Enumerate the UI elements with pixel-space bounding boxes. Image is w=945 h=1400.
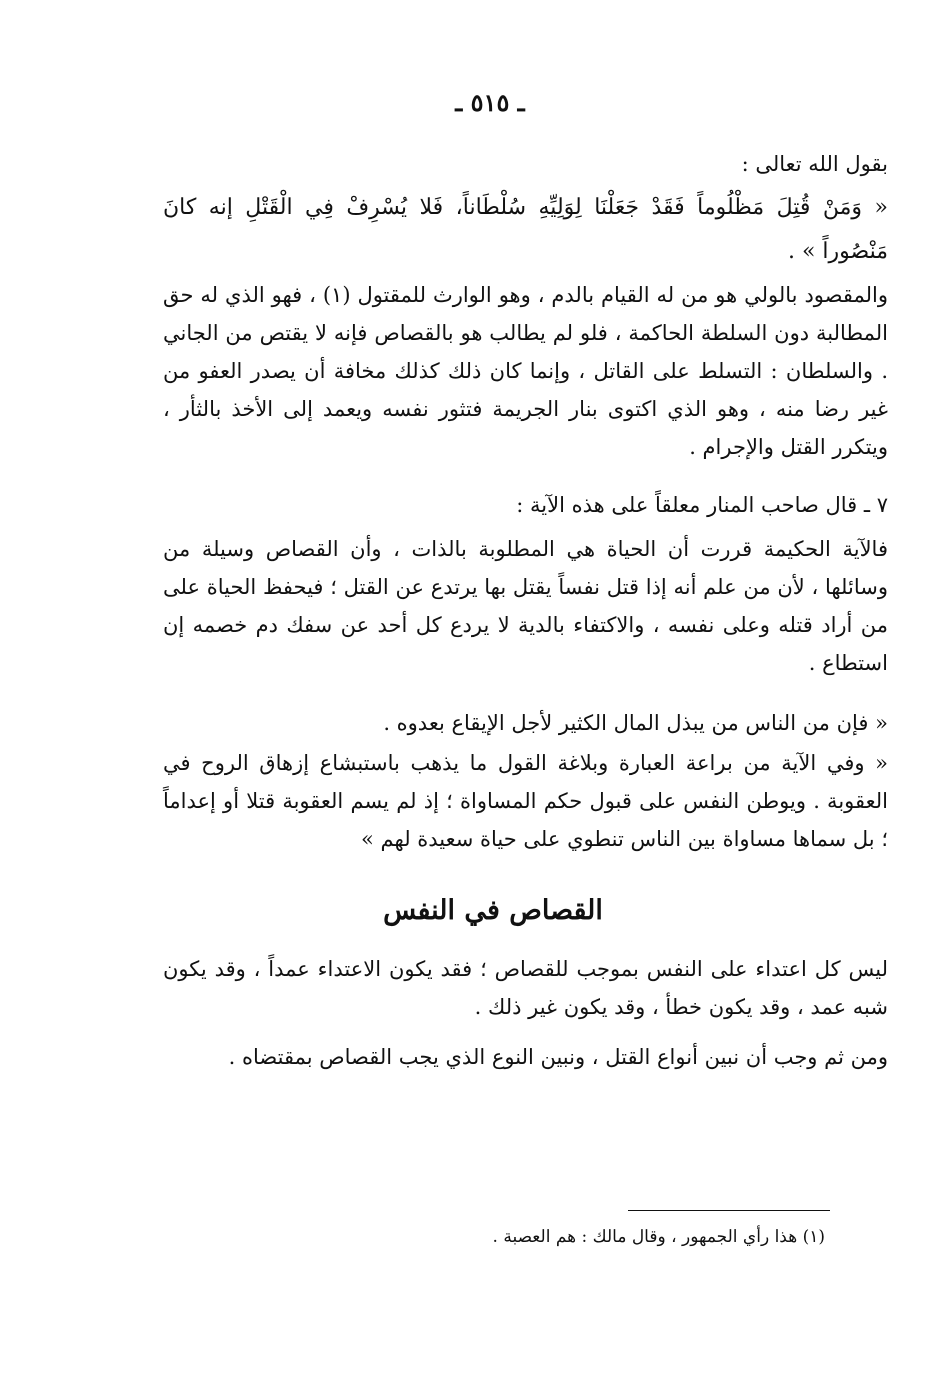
paragraph-types-of-killing: ومن ثم وجب أن نبين أنواع القتل ، ونبين النوع الذي يجب القصاص بمقتضاه . [228, 1045, 888, 1069]
footnote-divider [628, 1210, 830, 1211]
quran-verse: « وَمَنْ قُتِلَ مَظْلُوماً فَقَدْ جَعَلْنَا لِوَلِيِّهِ سُلْطَاناً، فَلا يُسْرِفْ فِي الْقَتْلِ إنه كانَ مَنْصُوراً » . [163, 195, 888, 264]
page-number: ـ ٥١٥ ـ [455, 88, 525, 117]
paragraph-guardian-meaning: والمقصود بالولي هو من له القيام بالدم ، وهو الوارث للمقتول (١) ، فهو الذي له حق المطالبة دون السلطة الحاكمة ، فلو لم يطالب هو بالقصاص فإنه لا يقتص من الجاني . والسلطان : التسلط على القاتل ، وإنما كان ذلك كذلك مخافة أن يصدر العفو من غير رضا منه ، وهو الذي اكتوى بنار الجريمة فتثور نفسه ويعمد إلى الأخذ بالثأر ، ويتكرر القتل والإجرام . [163, 283, 888, 459]
section-heading: القصاص في النفس [383, 895, 603, 926]
paragraph-verse-wisdom: فالآية الحكيمة قررت أن الحياة هي المطلوبة بالذات ، وأن القصاص وسيلة من وسائلها ، لأن من علم أنه إذا قتل نفساً يقتل بها يرتدع عن القتل ؛ فيحفظ الحياة على من أراد قتله وعلى نفسه ، والاكتفاء بالدية لا يردع كل أحد عن سفك دم خصمه إن استطاع . [163, 537, 888, 675]
footnote: (١) هذا رأي الجمهور ، وقال مالك : هم العصبة . [492, 1227, 825, 1247]
intro-line: بقول الله تعالى : [741, 152, 888, 176]
paragraph-money-spending: « فإن من الناس من يبذل المال الكثير لأجل الإيقاع بعدوه . [383, 711, 888, 735]
paragraph-eloquence: « وفي الآية من براعة العبارة وبلاغة القول ما يذهب باستبشاع إزهاق الروح في العقوبة . ويوطن النفس على قبول حكم المساواة ؛ إذ لم يسم العقوبة قتلا أو إعداماً ؛ بل سماها مساواة بين الناس تنطوي على حياة سعيدة لهم » [163, 751, 888, 851]
paragraph-manar-intro: ٧ ـ قال صاحب المنار معلقاً على هذه الآية : [516, 493, 888, 517]
paragraph-types-of-assault: ليس كل اعتداء على النفس بموجب للقصاص ؛ فقد يكون الاعتداء عمداً ، وقد يكون شبه عمد ، وقد يكون خطأ ، وقد يكون غير ذلك . [163, 957, 888, 1019]
